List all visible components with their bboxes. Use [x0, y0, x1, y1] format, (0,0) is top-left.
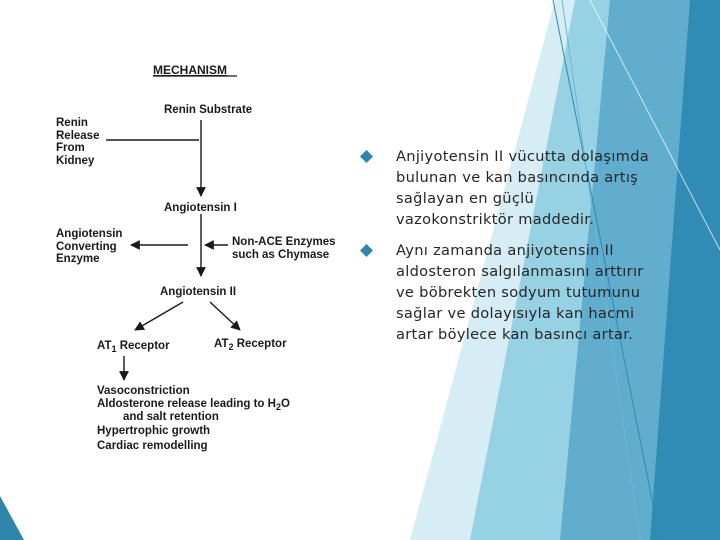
arrow-to-at2	[210, 302, 240, 330]
arrow-to-at1	[135, 302, 183, 330]
angiotensin-i-label: Angiotensin I	[164, 202, 237, 214]
at1-receptor-label	[97, 340, 170, 356]
renin-release-label: Renin Release From Kidney	[56, 117, 100, 167]
diamond-bullet-icon	[360, 150, 373, 163]
at2-prefix: AT	[214, 338, 229, 350]
at1-subscript: 1	[111, 344, 117, 354]
effect-cardiac-remodelling: Cardiac remodelling	[97, 440, 208, 452]
non-ace-label: Non-ACE Enzymes such as Chymase	[232, 236, 336, 261]
diamond-bullet-icon	[360, 244, 373, 257]
effect-aldosterone-prefix: Aldosterone release leading to H	[97, 398, 276, 410]
bullet-item	[358, 146, 650, 230]
effect-aldosterone-subscript: 2	[275, 402, 281, 412]
bullet-item	[358, 240, 650, 345]
effect-vasoconstriction: Vasoconstriction	[97, 385, 190, 397]
ace-label: Angiotensin Converting Enzyme	[56, 228, 123, 265]
at1-suffix: Receptor	[116, 340, 170, 352]
renin-substrate-label: Renin Substrate	[164, 104, 253, 116]
bullet-text: Anjiyotensin II vücutta dolaşımda bulunan ve kan basıncında artış sağlayan en güçlü vazokonstriktör maddedir.	[396, 148, 650, 228]
at1-prefix: AT	[97, 340, 112, 352]
angiotensin-ii-label: Angiotensin II	[160, 286, 237, 298]
at2-suffix: Receptor	[233, 338, 287, 350]
at2-subscript: 2	[228, 342, 234, 352]
at2-receptor-label	[214, 338, 287, 354]
effect-salt-retention: and salt retention	[123, 411, 219, 423]
effect-hypertrophic-growth: Hypertrophic growth	[97, 425, 211, 437]
effect-aldosterone-suffix: O	[280, 398, 290, 410]
diagram-title: MECHANISM	[153, 63, 227, 77]
bullet-text: Aynı zamanda anjiyotensin II aldosteron salgılanmasını arttırır ve böbrekten sodyum tutumunu sağlar ve dolayısıyla kan hacmi artar böylece kan basıncı artar.	[396, 242, 644, 343]
left-accent-triangle	[0, 496, 24, 540]
bullet-list	[358, 146, 650, 355]
